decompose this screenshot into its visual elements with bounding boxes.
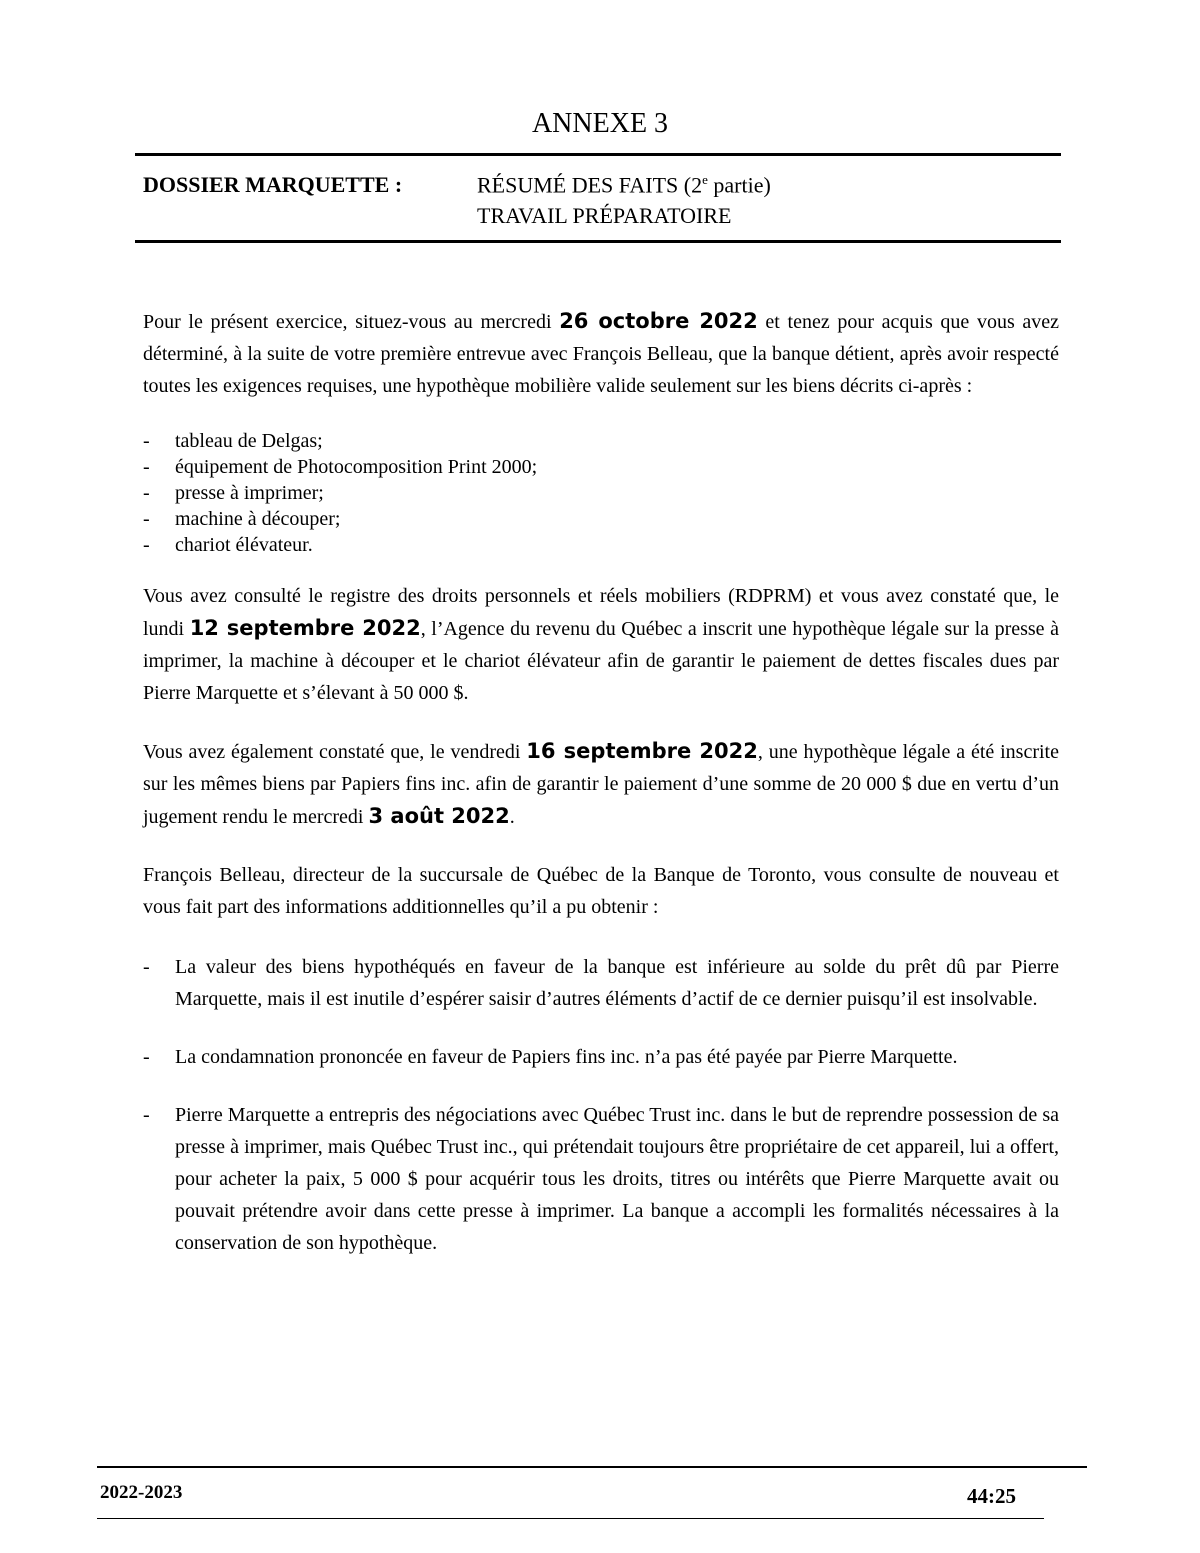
arq-date: 12 septembre 2022 bbox=[189, 616, 421, 640]
rdprm-text-a: Vous avez consulté le registre des droits personnels et réels mobiliers (RDPRM) et vous avez constaté que, le lundi bbox=[143, 585, 1059, 640]
dossier-title-line2: TRAVAIL PRÉPARATOIRE bbox=[477, 203, 732, 228]
list-item: - presse à imprimer; bbox=[143, 480, 1059, 506]
line1-pre: RÉSUMÉ DES FAITS (2 bbox=[477, 172, 703, 198]
footer-top-rule bbox=[97, 1466, 1087, 1468]
page-number: 44:25 bbox=[967, 1484, 1016, 1508]
list-item: - équipement de Photocomposition Print 2000; bbox=[143, 454, 1059, 480]
intro-text-a: Pour le présent exercice, situez-vous au mercredi bbox=[143, 311, 560, 333]
papiers-paragraph bbox=[143, 735, 1059, 833]
line1-superscript: e bbox=[702, 172, 708, 187]
list-item: - chariot élévateur. bbox=[143, 532, 1059, 558]
dossier-label: DOSSIER MARQUETTE : bbox=[143, 172, 403, 197]
list-item: - Pierre Marquette a entrepris des négociations avec Québec Trust inc. dans le but de reprendre possession de sa presse à imprimer, mais Québec Trust inc., qui prétendait toujours être propriétaire de cet appareil, lui a offert, pour acheter la paix, 5 000 $ pour acquérir tous les droits, titres ou intérêts que Pierre Marquette avait ou pouvait prétendre avoir dans cette presse à imprimer. La banque a accompli les formalités nécessaires à la conservation de son hypothèque. bbox=[143, 1099, 1059, 1259]
page-title: ANNEXE 3 bbox=[531, 108, 669, 139]
intro-text-b: et tenez pour acquis que vous avez déterminé, à la suite de votre première entrevue avec François Belleau, que la banque détient, après avoir respecté toutes les exigences requises, une hypothèque mobilière valide seulement sur les biens décrits ci-après : bbox=[143, 311, 1060, 397]
list-item: - La valeur des biens hypothéqués en faveur de la banque est inférieure au solde du prêt dû par Pierre Marquette, mais il est inutile d’espérer saisir d’autres éléments d’actif de ce dernier puisqu’il est insolvable. bbox=[143, 951, 1059, 1015]
belleau-paragraph: François Belleau, directeur de la succursale de Québec de la Banque de Toronto, vous consulte de nouveau et vous fait part des informations additionnelles qu’il a pu obtenir : bbox=[143, 864, 1059, 918]
footer-bottom-rule bbox=[97, 1518, 1044, 1519]
header-bottom-rule bbox=[135, 240, 1061, 243]
papiers-text-c: . bbox=[509, 806, 515, 828]
list-item: - tableau de Delgas; bbox=[143, 428, 1059, 454]
dossier-title-line1 bbox=[477, 172, 771, 198]
judgment-date: 3 août 2022 bbox=[368, 804, 510, 828]
facts-list bbox=[143, 951, 1059, 1259]
goods-list bbox=[143, 428, 1059, 558]
papiers-date: 16 septembre 2022 bbox=[526, 739, 758, 763]
footer-year: 2022-2023 bbox=[100, 1482, 183, 1503]
papiers-text-b: , une hypothèque légale a été inscrite sur les mêmes biens par Papiers fins inc. afin de garantir le paiement d’une somme de 20 000 $ due en vertu d’un jugement rendu le mercredi bbox=[143, 741, 1059, 828]
list-item: - machine à découper; bbox=[143, 506, 1059, 532]
intro-paragraph bbox=[143, 305, 1059, 402]
line1-post: partie) bbox=[707, 172, 771, 198]
document-body bbox=[143, 305, 1059, 1285]
current-date: 26 octobre 2022 bbox=[559, 309, 758, 333]
rdprm-text-b: , l’Agence du revenu du Québec a inscrit une hypothèque légale sur la presse à imprimer, la machine à découper et le chariot élévateur afin de garantir le paiement de dettes fiscales dues par Pierre Marquette et s’élevant à 50 000 $. bbox=[143, 618, 1059, 704]
list-item: - La condamnation prononcée en faveur de Papiers fins inc. n’a pas été payée par Pierre Marquette. bbox=[143, 1041, 1059, 1073]
rdprm-paragraph bbox=[143, 580, 1059, 709]
header-top-rule bbox=[135, 153, 1061, 156]
papiers-text-a: Vous avez également constaté que, le vendredi bbox=[143, 741, 527, 763]
